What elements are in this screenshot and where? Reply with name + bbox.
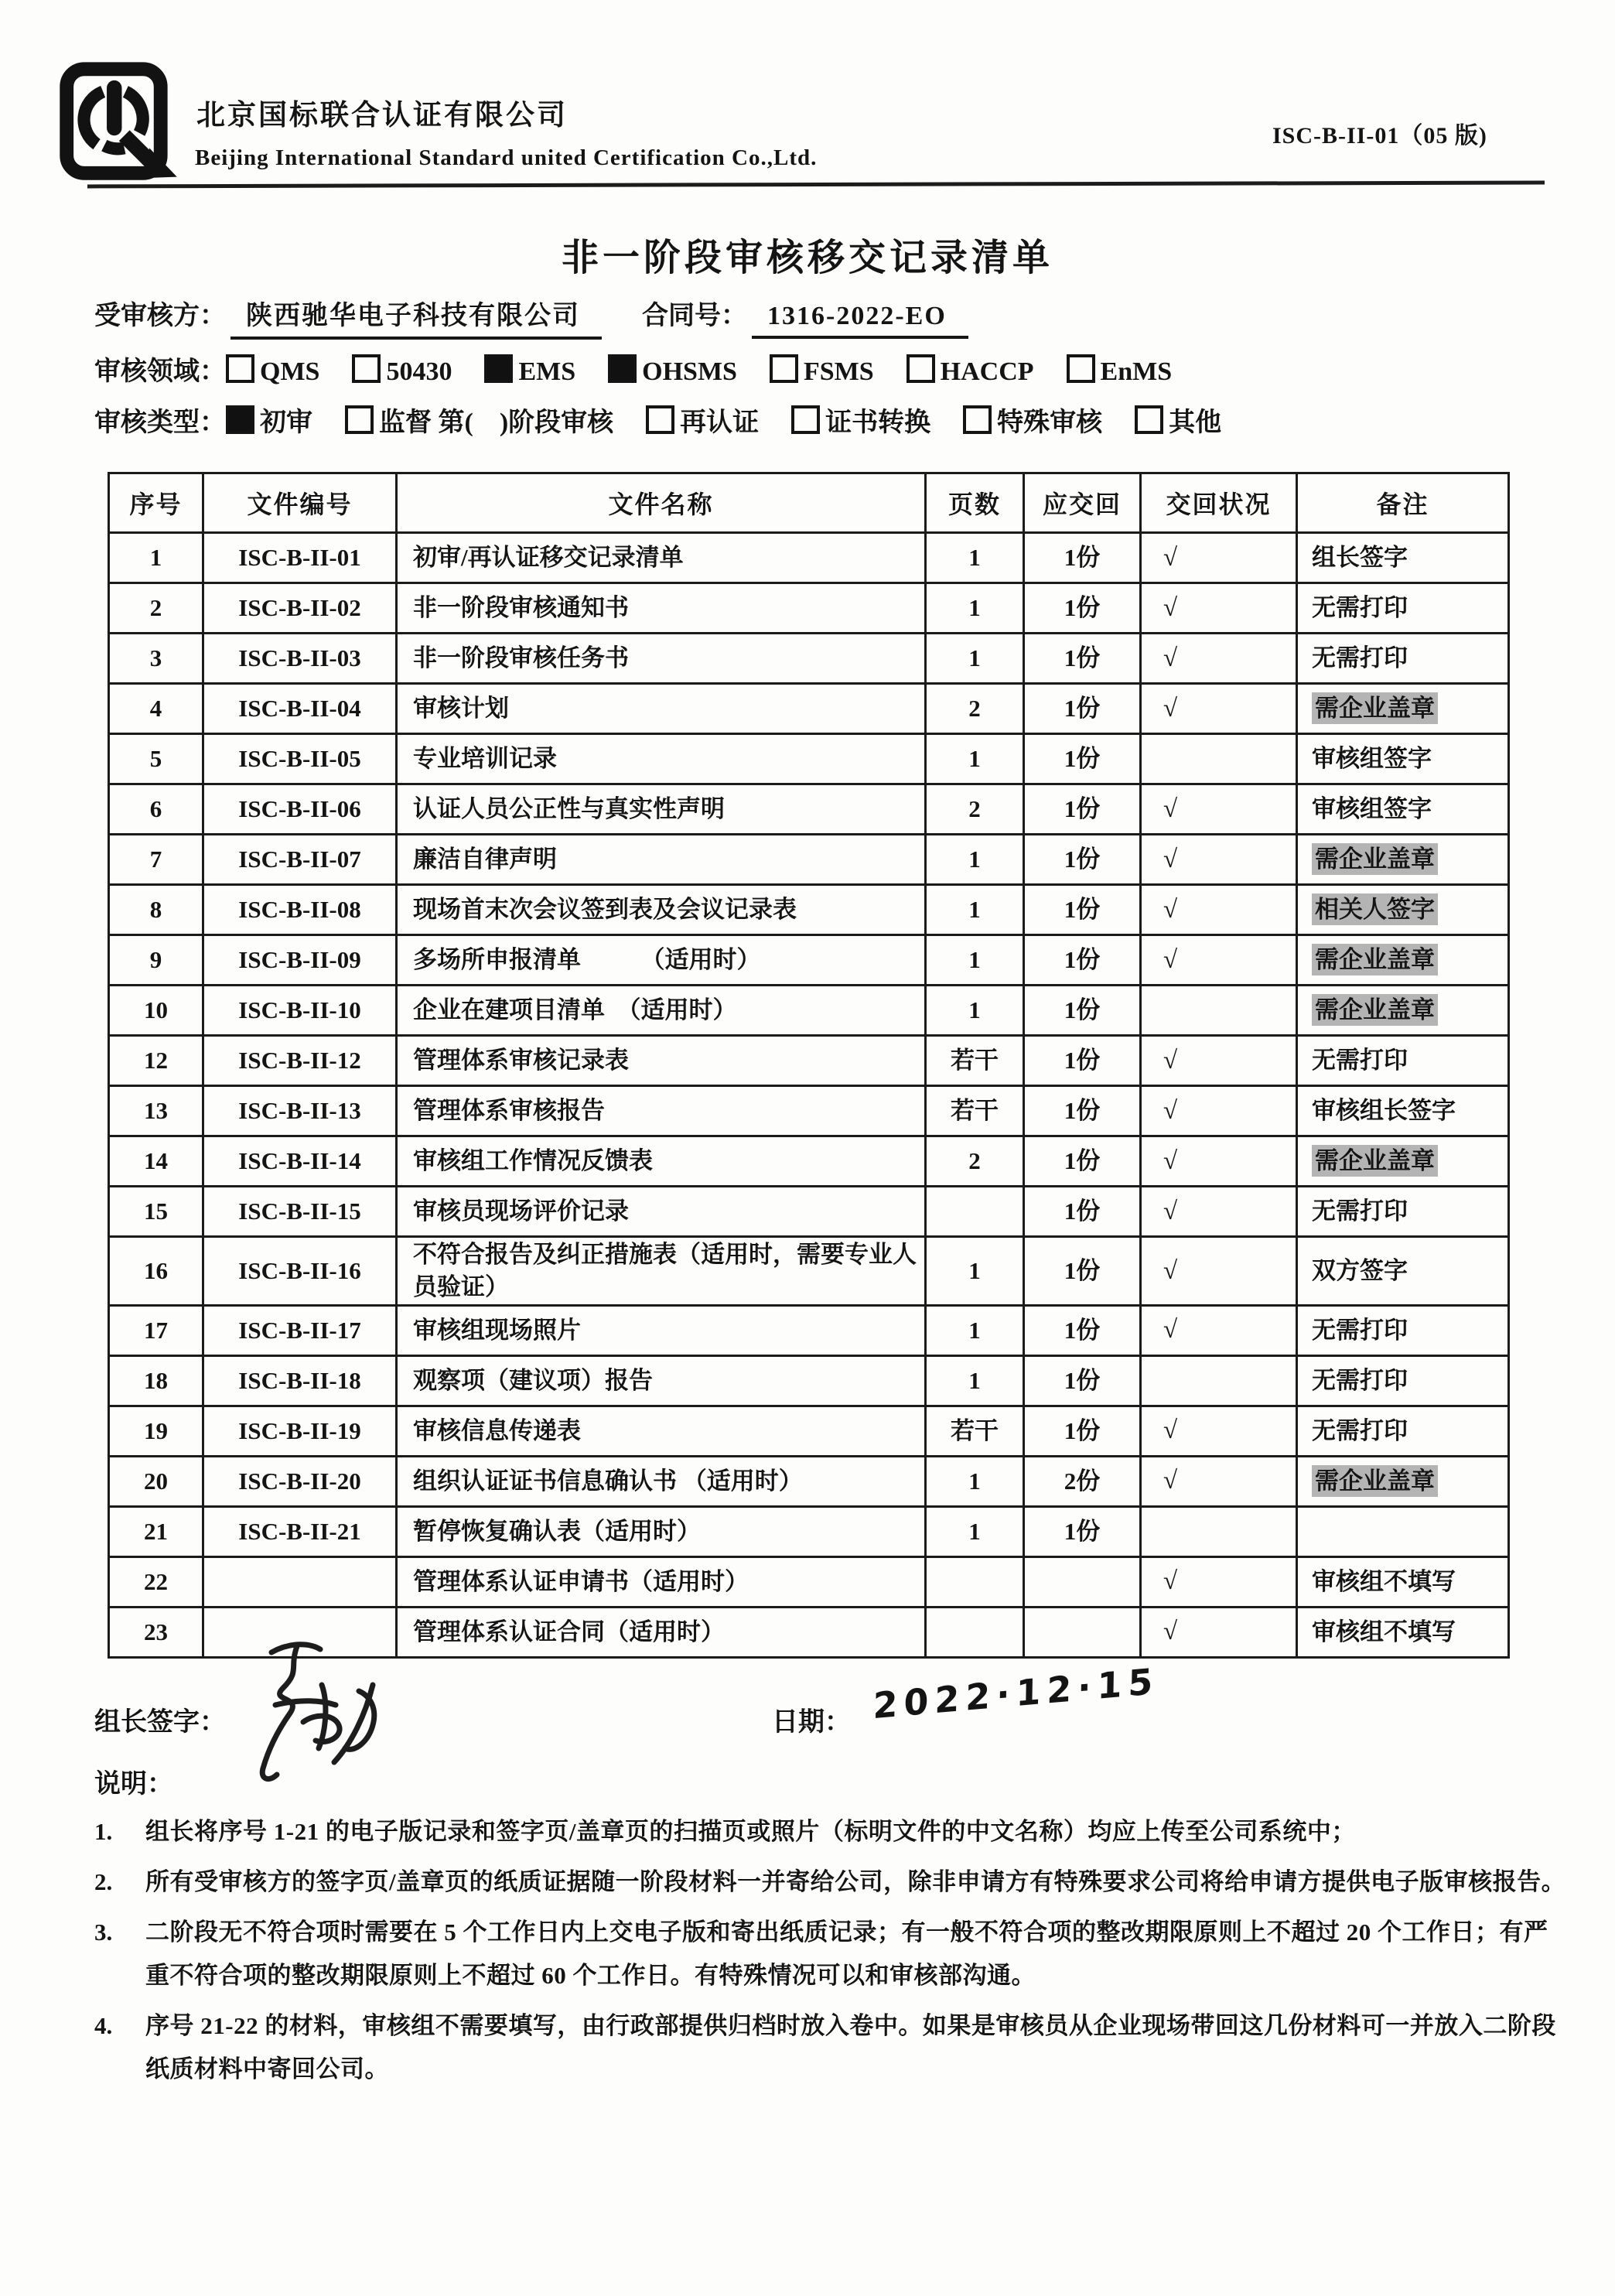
col-header-code: 文件编号 [203, 473, 397, 533]
cell-remark [1297, 1506, 1509, 1556]
cell-pages: 1 [926, 583, 1024, 634]
cell-no: 14 [109, 1136, 203, 1187]
handover-record-table [108, 472, 1510, 1659]
cell-returned [1141, 1355, 1297, 1406]
cell-remark [1297, 835, 1509, 885]
cell-code: ISC-B-II-08 [203, 885, 397, 935]
cell-no: 23 [109, 1607, 203, 1657]
company-logo-icon [54, 59, 179, 187]
audit-type-label: 审核类型： [94, 408, 226, 437]
cell-remark [1297, 734, 1509, 784]
cell-name: 审核组工作情况反馈表 [397, 1136, 926, 1187]
cell-pages: 若干 [926, 1086, 1024, 1136]
cell-remark [1297, 885, 1509, 935]
cell-no: 3 [109, 634, 203, 684]
table-row [109, 835, 1509, 885]
cell-code: ISC-B-II-04 [203, 684, 397, 734]
contract-label: 合同号： [642, 302, 747, 330]
cell-returned: √ [1141, 1187, 1297, 1237]
cell-name: 观察项（建议项）报告 [397, 1355, 926, 1406]
cell-code: ISC-B-II-17 [203, 1305, 397, 1355]
cell-returned [1141, 986, 1297, 1036]
contract-value: 1316-2022-EO [752, 302, 968, 339]
cell-due: 1份 [1024, 1187, 1141, 1237]
cell-name: 非一阶段审核任务书 [397, 634, 926, 684]
cell-due: 1份 [1024, 684, 1141, 734]
col-header-no: 序号 [109, 473, 203, 533]
cell-name: 组织认证证书信息确认书 （适用时） [397, 1456, 926, 1506]
cell-code: ISC-B-II-13 [203, 1086, 397, 1136]
cell-code: ISC-B-II-15 [203, 1187, 397, 1237]
cell-code: ISC-B-II-05 [203, 734, 397, 784]
cell-pages: 1 [926, 1237, 1024, 1306]
table-row [109, 734, 1509, 784]
checkbox-option [907, 354, 1034, 387]
cell-remark [1297, 935, 1509, 986]
cell-remark [1297, 533, 1509, 583]
cell-name: 审核员现场评价记录 [397, 1187, 926, 1237]
cell-pages [926, 1556, 1024, 1607]
cell-code: ISC-B-II-03 [203, 634, 397, 684]
cell-returned: √ [1141, 634, 1297, 684]
cell-code: ISC-B-II-18 [203, 1355, 397, 1406]
cell-due: 1份 [1024, 784, 1141, 835]
checkbox-option [352, 354, 452, 387]
cell-returned [1141, 1506, 1297, 1556]
table-row [109, 1187, 1509, 1237]
checkbox-option [484, 354, 575, 387]
checkbox-unchecked-icon [963, 405, 992, 434]
checkbox-option-label: 50430 [386, 357, 452, 386]
checkbox-option [1135, 401, 1221, 439]
table-row [109, 885, 1509, 935]
cell-due: 1份 [1024, 1136, 1141, 1187]
cell-pages: 1 [926, 533, 1024, 583]
leader-signature-handwriting [229, 1631, 422, 1793]
cell-code: ISC-B-II-19 [203, 1406, 397, 1456]
cell-name: 暂停恢复确认表（适用时） [397, 1506, 926, 1556]
col-header-due: 应交回 [1024, 473, 1141, 533]
cell-due: 1份 [1024, 1237, 1141, 1306]
col-header-remark: 备注 [1297, 473, 1509, 533]
cell-no: 22 [109, 1556, 203, 1607]
cell-name: 管理体系审核报告 [397, 1086, 926, 1136]
note-number: 2. [94, 1868, 113, 1895]
remark-text: 组长签字 [1312, 544, 1408, 572]
note-item [94, 1911, 1569, 1997]
table-row [109, 784, 1509, 835]
cell-returned: √ [1141, 1136, 1297, 1187]
cell-no: 15 [109, 1187, 203, 1237]
table-row [109, 634, 1509, 684]
cell-remark [1297, 1406, 1509, 1456]
audit-type-line [94, 401, 1254, 439]
table-row [109, 986, 1509, 1036]
cell-pages: 若干 [926, 1406, 1024, 1456]
col-header-name: 文件名称 [397, 473, 926, 533]
checkbox-unchecked-icon [1135, 405, 1163, 434]
cell-returned: √ [1141, 784, 1297, 835]
cell-name: 审核计划 [397, 684, 926, 734]
cell-remark [1297, 784, 1509, 835]
note-item [94, 2004, 1569, 2091]
cell-no: 19 [109, 1406, 203, 1456]
cell-name: 廉洁自律声明 [397, 835, 926, 885]
col-header-returned: 交回状况 [1141, 473, 1297, 533]
checkbox-option [226, 354, 319, 387]
cell-remark [1297, 684, 1509, 734]
remark-text: 审核组不填写 [1312, 1567, 1456, 1595]
cell-no: 21 [109, 1506, 203, 1556]
cell-name: 审核信息传递表 [397, 1406, 926, 1456]
cell-remark [1297, 1607, 1509, 1657]
notes-label: 说明： [94, 1770, 173, 1799]
cell-returned: √ [1141, 1406, 1297, 1456]
cell-pages: 1 [926, 1456, 1024, 1506]
cell-no: 7 [109, 835, 203, 885]
cell-remark [1297, 1036, 1509, 1086]
checkbox-option-label: 其他 [1169, 408, 1222, 437]
cell-no: 8 [109, 885, 203, 935]
cell-due: 1份 [1024, 885, 1141, 935]
remark-text: 无需打印 [1312, 1316, 1408, 1344]
cell-due: 1份 [1024, 935, 1141, 986]
cell-remark [1297, 1237, 1509, 1306]
table-row [109, 935, 1509, 986]
cell-name: 管理体系审核记录表 [397, 1036, 926, 1086]
company-name-cn: 北京国标联合认证有限公司 [196, 100, 568, 132]
cell-remark [1297, 1136, 1509, 1187]
note-text: 组长将序号 1-21 的电子版记录和签字页/盖章页的扫描页或照片（标明文件的中文名称）均应上传至公司系统中； [145, 1818, 1356, 1845]
remark-text: 双方签字 [1312, 1256, 1408, 1284]
cell-returned [1141, 734, 1297, 784]
table-row [109, 1036, 1509, 1086]
cell-due: 1份 [1024, 1355, 1141, 1406]
cell-due [1024, 1607, 1141, 1657]
table-row [109, 1237, 1509, 1306]
cell-remark [1297, 986, 1509, 1036]
cell-no: 4 [109, 684, 203, 734]
cell-no: 20 [109, 1456, 203, 1506]
cell-no: 2 [109, 583, 203, 634]
remark-text-highlighted: 需企业盖章 [1312, 692, 1438, 724]
cell-returned: √ [1141, 1237, 1297, 1306]
cell-name: 审核组现场照片 [397, 1305, 926, 1355]
cell-no: 18 [109, 1355, 203, 1406]
remark-text-highlighted: 需企业盖章 [1312, 1145, 1438, 1177]
cell-no: 9 [109, 935, 203, 986]
cell-no: 17 [109, 1305, 203, 1355]
checkbox-unchecked-icon [646, 405, 674, 434]
note-text: 序号 21-22 的材料，审核组不需要填写，由行政部提供归档时放入卷中。如果是审核员从企业现场带回这几份材料可一并放入二阶段纸质材料中寄回公司。 [145, 2012, 1556, 2082]
cell-due: 1份 [1024, 634, 1141, 684]
checkbox-option [791, 401, 930, 439]
checkbox-option-label: EMS [518, 357, 576, 386]
cell-name: 非一阶段审核通知书 [397, 583, 926, 634]
remark-text-highlighted: 需企业盖章 [1312, 994, 1438, 1026]
table-row [109, 1086, 1509, 1136]
checkbox-option-label: 初审 [260, 408, 312, 437]
cell-returned: √ [1141, 583, 1297, 634]
header-divider [87, 181, 1545, 189]
cell-due: 1份 [1024, 734, 1141, 784]
cell-pages: 1 [926, 835, 1024, 885]
checkbox-option [608, 354, 737, 387]
cell-name: 认证人员公正性与真实性声明 [397, 784, 926, 835]
cell-remark [1297, 1556, 1509, 1607]
audit-scope-options [226, 357, 1204, 386]
checkbox-option [770, 354, 874, 387]
remark-text: 审核组签字 [1312, 745, 1432, 773]
checkbox-option [963, 401, 1102, 439]
cell-name: 管理体系认证申请书（适用时） [397, 1556, 926, 1607]
cell-returned: √ [1141, 1607, 1297, 1657]
cell-code: ISC-B-II-16 [203, 1237, 397, 1306]
cell-returned: √ [1141, 1036, 1297, 1086]
cell-returned: √ [1141, 684, 1297, 734]
cell-code [203, 1556, 397, 1607]
cell-pages [926, 1607, 1024, 1657]
page-title: 非一阶段审核移交记录清单 [561, 237, 1053, 278]
checkbox-unchecked-icon [1067, 354, 1095, 383]
remark-text: 审核组签字 [1312, 795, 1432, 823]
checkbox-option [345, 401, 613, 439]
checkbox-option [226, 401, 312, 439]
cell-remark [1297, 583, 1509, 634]
cell-pages: 2 [926, 1136, 1024, 1187]
cell-name: 现场首末次会议签到表及会议记录表 [397, 885, 926, 935]
cell-code: ISC-B-II-10 [203, 986, 397, 1036]
note-number: 4. [94, 2012, 113, 2039]
cell-no: 1 [109, 533, 203, 583]
cell-code: ISC-B-II-06 [203, 784, 397, 835]
remark-text-highlighted: 需企业盖章 [1312, 843, 1438, 875]
table-header-row [109, 473, 1509, 533]
note-number: 3. [94, 1918, 113, 1946]
cell-code: ISC-B-II-07 [203, 835, 397, 885]
checkbox-unchecked-icon [907, 354, 935, 383]
cell-name: 多场所申报清单 （适用时） [397, 935, 926, 986]
checkbox-option-label: EnMS [1100, 357, 1173, 386]
cell-due: 2份 [1024, 1456, 1141, 1506]
table-row [109, 583, 1509, 634]
checkbox-checked-icon [484, 354, 513, 383]
cell-no: 6 [109, 784, 203, 835]
cell-returned: √ [1141, 835, 1297, 885]
table-row [109, 1456, 1509, 1506]
table-row [109, 1136, 1509, 1187]
remark-text-highlighted: 需企业盖章 [1312, 1465, 1438, 1497]
checkbox-option-label: 证书转换 [825, 408, 931, 437]
audit-type-options [226, 408, 1254, 437]
note-number: 1. [94, 1818, 113, 1845]
cell-no: 16 [109, 1237, 203, 1306]
cell-remark [1297, 1086, 1509, 1136]
cell-name: 企业在建项目清单 （适用时） [397, 986, 926, 1036]
date-handwritten-value: 2022·12·15 [872, 1659, 1159, 1727]
cell-pages: 1 [926, 1506, 1024, 1556]
checkbox-unchecked-icon [770, 354, 798, 383]
cell-due: 1份 [1024, 986, 1141, 1036]
cell-remark [1297, 1355, 1509, 1406]
cell-pages: 1 [926, 935, 1024, 986]
checkbox-unchecked-icon [345, 405, 374, 434]
table-row [109, 1406, 1509, 1456]
company-name-en: Beijing International Standard united Certification Co.,Ltd. [195, 145, 818, 170]
checkbox-option-label: 监督 第( )阶段审核 [379, 408, 614, 437]
cell-due: 1份 [1024, 1406, 1141, 1456]
remark-text: 无需打印 [1312, 644, 1408, 672]
cell-pages [926, 1187, 1024, 1237]
document-code: ISC-B-II-01（05 版) [1272, 123, 1487, 149]
table-row [109, 1305, 1509, 1355]
cell-returned: √ [1141, 533, 1297, 583]
date-label: 日期： [772, 1708, 851, 1737]
audit-scope-line [94, 350, 1204, 388]
col-header-pages: 页数 [926, 473, 1024, 533]
remark-text: 无需打印 [1312, 1198, 1408, 1225]
cell-returned: √ [1141, 1086, 1297, 1136]
table-row [109, 684, 1509, 734]
cell-no: 5 [109, 734, 203, 784]
cell-due: 1份 [1024, 1086, 1141, 1136]
remark-text-highlighted: 需企业盖章 [1312, 944, 1438, 975]
auditee-value: 陕西驰华电子科技有限公司 [230, 294, 602, 340]
cell-pages: 2 [926, 684, 1024, 734]
cell-name: 不符合报告及纠正措施表（适用时，需要专业人员验证） [397, 1237, 926, 1306]
cell-due: 1份 [1024, 583, 1141, 634]
cell-due: 1份 [1024, 835, 1141, 885]
cell-returned: √ [1141, 1456, 1297, 1506]
auditee-label: 受审核方： [94, 302, 226, 330]
checkbox-option-label: OHSMS [642, 357, 737, 386]
checkbox-option-label: 再认证 [680, 408, 760, 437]
cell-pages: 1 [926, 734, 1024, 784]
auditee-contract-line [94, 294, 968, 340]
remark-text: 无需打印 [1312, 1047, 1408, 1075]
table-row [109, 533, 1509, 583]
remark-text: 审核组长签字 [1312, 1097, 1456, 1125]
cell-pages: 1 [926, 634, 1024, 684]
checkbox-unchecked-icon [352, 354, 381, 383]
cell-remark [1297, 634, 1509, 684]
cell-name: 初审/再认证移交记录清单 [397, 533, 926, 583]
checkbox-option [1067, 354, 1173, 387]
cell-pages: 1 [926, 885, 1024, 935]
table-row [109, 1355, 1509, 1406]
cell-code: ISC-B-II-20 [203, 1456, 397, 1506]
cell-pages: 2 [926, 784, 1024, 835]
cell-code: ISC-B-II-01 [203, 533, 397, 583]
cell-remark [1297, 1187, 1509, 1237]
remark-text: 无需打印 [1312, 1416, 1408, 1444]
cell-code: ISC-B-II-12 [203, 1036, 397, 1086]
remark-text: 无需打印 [1312, 1366, 1408, 1394]
note-item [94, 1860, 1569, 1904]
checkbox-option-label: QMS [260, 357, 320, 386]
checkbox-unchecked-icon [226, 354, 254, 383]
cell-pages: 1 [926, 1305, 1024, 1355]
cell-name: 管理体系认证合同（适用时） [397, 1607, 926, 1657]
table-row [109, 1506, 1509, 1556]
cell-due: 1份 [1024, 1305, 1141, 1355]
cell-due [1024, 1556, 1141, 1607]
cell-returned: √ [1141, 1305, 1297, 1355]
table-row [109, 1556, 1509, 1607]
cell-code: ISC-B-II-14 [203, 1136, 397, 1187]
cell-code: ISC-B-II-09 [203, 935, 397, 986]
remark-text: 无需打印 [1312, 594, 1408, 622]
cell-no: 10 [109, 986, 203, 1036]
cell-returned: √ [1141, 935, 1297, 986]
checkbox-checked-icon [608, 354, 637, 383]
checkbox-option-label: FSMS [803, 357, 874, 386]
note-text: 所有受审核方的签字页/盖章页的纸质证据随一阶段材料一并寄给公司，除非申请方有特殊要求公司将给申请方提供电子版审核报告。 [145, 1868, 1566, 1895]
cell-no: 13 [109, 1086, 203, 1136]
cell-remark [1297, 1305, 1509, 1355]
cell-no: 12 [109, 1036, 203, 1086]
cell-pages: 1 [926, 1355, 1024, 1406]
notes-list [94, 1810, 1569, 2098]
remark-text: 审核组不填写 [1312, 1618, 1456, 1645]
checkbox-option [646, 401, 759, 439]
cell-due: 1份 [1024, 1506, 1141, 1556]
remark-text-highlighted: 相关人签字 [1312, 893, 1438, 925]
cell-name: 专业培训记录 [397, 734, 926, 784]
audit-scope-label: 审核领域： [94, 357, 226, 386]
cell-returned: √ [1141, 1556, 1297, 1607]
cell-code: ISC-B-II-21 [203, 1506, 397, 1556]
note-item [94, 1810, 1569, 1854]
cell-pages: 若干 [926, 1036, 1024, 1086]
leader-signature-label: 组长签字： [94, 1708, 226, 1737]
checkbox-option-label: HACCP [940, 357, 1034, 386]
note-text: 二阶段无不符合项时需要在 5 个工作日内上交电子版和寄出纸质记录；有一般不符合项的整改期限原则上不超过 20 个工作日；有严重不符合项的整改期限原则上不超过 60 个工作日。有特殊情况可以和审核部沟通。 [145, 1918, 1548, 1989]
checkbox-checked-icon [226, 405, 254, 434]
cell-code: ISC-B-II-02 [203, 583, 397, 634]
cell-remark [1297, 1456, 1509, 1506]
checkbox-option-label: 特殊审核 [997, 408, 1103, 437]
cell-returned: √ [1141, 885, 1297, 935]
cell-due: 1份 [1024, 1036, 1141, 1086]
cell-due: 1份 [1024, 533, 1141, 583]
checkbox-unchecked-icon [791, 405, 820, 434]
cell-pages: 1 [926, 986, 1024, 1036]
